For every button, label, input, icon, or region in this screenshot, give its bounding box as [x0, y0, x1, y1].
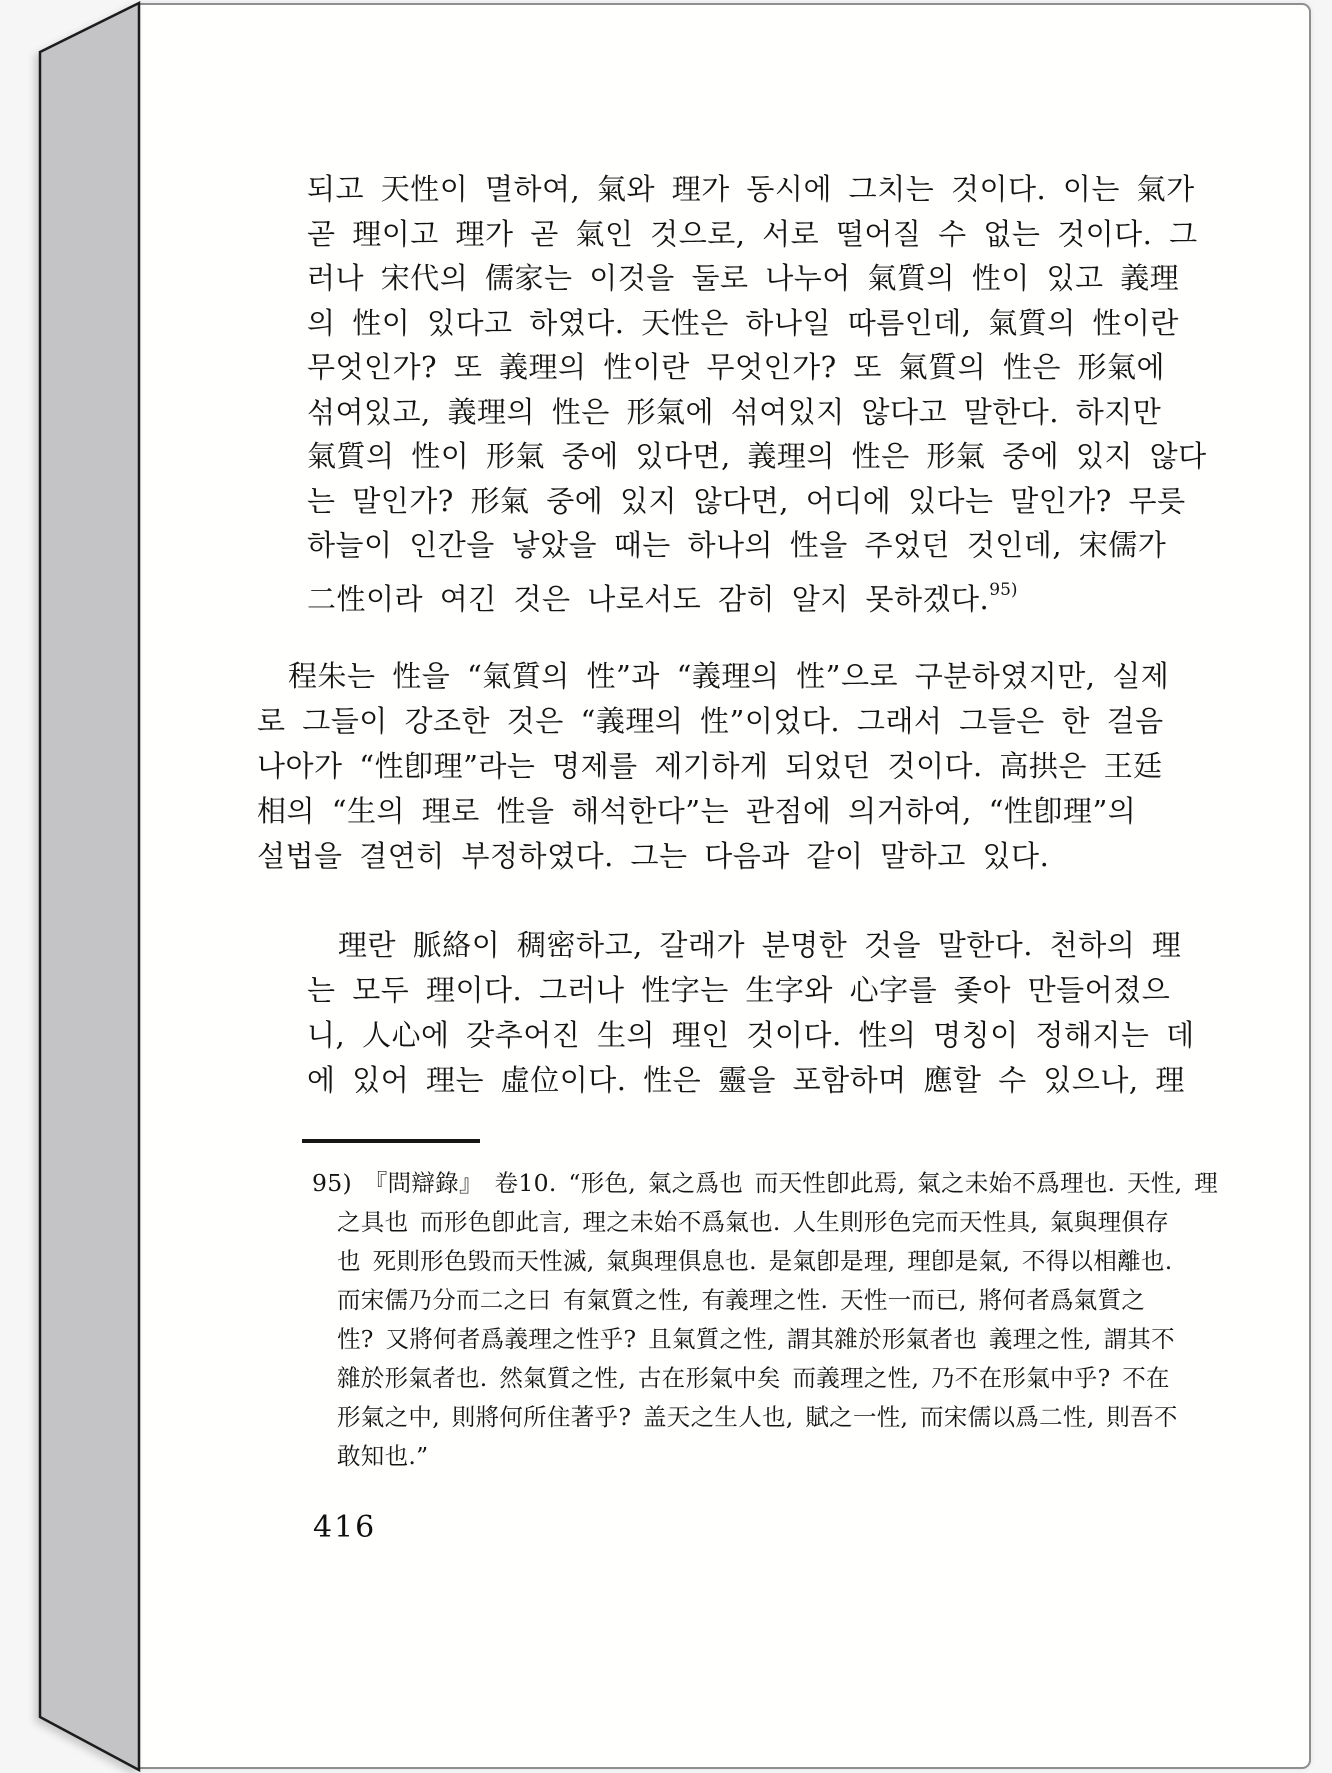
- blockquote-1-lines: [307, 167, 1269, 568]
- text-line: 也 死則形色毁而天性滅, 氣與理俱息也. 是氣卽是理, 理卽是氣, 不得以相離也.: [337, 1247, 1173, 1275]
- text-line: 니, 人心에 갖추어진 生의 理인 것이다. 性의 명칭이 정해지는 데: [307, 1018, 1195, 1052]
- page-stack-edge: [40, 3, 139, 1770]
- text-line: 의 性이 있다고 하였다. 天性은 하나일 따름인데, 氣質의 性이란: [307, 305, 1179, 340]
- main-paragraph: [257, 654, 1269, 879]
- footnote: [312, 1164, 1269, 1476]
- footnote-number: 95): [312, 1169, 352, 1197]
- footnote-first-line: [312, 1164, 1269, 1203]
- text-line: 에 있어 理는 虛位이다. 性은 靈을 포함하며 應할 수 있으나, 理: [307, 1063, 1185, 1097]
- text-line: 무엇인가? 또 義理의 性이란 무엇인가? 또 氣質의 性은 形氣에: [307, 350, 1166, 384]
- page-content: [257, 167, 1269, 1545]
- footnote-source: 『問辯錄』 卷10. “形色, 氣之爲也 而天性卽此焉, 氣之未始不爲理也. 天性, 理: [363, 1169, 1219, 1197]
- book-page: [137, 3, 1311, 1769]
- text-line: 곧 理이고 理가 곧 氣인 것으로, 서로 떨어질 수 없는 것이다. 그: [307, 216, 1198, 251]
- footnote-reference: 95): [989, 579, 1018, 600]
- text-line: 로 그들이 강조한 것은 “義理의 性”이었다. 그래서 그들은 한 걸음: [257, 704, 1164, 738]
- text-line: 相의 “生의 理로 性을 해석한다”는 관점에 의거하여, “性卽理”의: [257, 794, 1137, 828]
- blockquote-1: [307, 167, 1269, 621]
- blockquote-2: [307, 923, 1269, 1103]
- text-line: 섞여있고, 義理의 性은 形氣에 섞여있지 않다고 말한다. 하지만: [307, 394, 1162, 429]
- text-line: 敢知也.”: [337, 1442, 429, 1470]
- text-line: 程朱는 性을 “氣質의 性”과 “義理의 性”으로 구분하였지만, 실제: [288, 659, 1170, 693]
- text-line: 하늘이 인간을 낳았을 때는 하나의 性을 주었던 것인데, 宋儒가: [307, 528, 1167, 562]
- text-line: 나아가 “性卽理”라는 명제를 제기하게 되었던 것이다. 高拱은 王廷: [257, 749, 1163, 783]
- text-line: 雜於形氣者也. 然氣質之性, 古在形氣中矣 而義理之性, 乃不在形氣中乎? 不在: [337, 1364, 1170, 1392]
- text-line: 는 말인가? 形氣 중에 있지 않다면, 어디에 있다는 말인가? 무릇: [307, 483, 1186, 518]
- text-line: 形氣之中, 則將何所住著乎? 盖天之生人也, 賦之一性, 而宋儒以爲二性, 則吾不: [337, 1403, 1178, 1431]
- blockquote-2-lines: [307, 923, 1269, 1103]
- text-line: 理란 脈絡이 稠密하고, 갈래가 분명한 것을 말한다. 천하의 理: [338, 928, 1182, 962]
- page-number: 416: [313, 1510, 377, 1545]
- text-line: 되고 天性이 멸하여, 氣와 理가 동시에 그치는 것이다. 이는 氣가: [307, 172, 1195, 206]
- text-line: 氣質의 性이 形氣 중에 있다면, 義理의 性은 形氣 중에 있지 않다: [307, 439, 1207, 473]
- quote-text: 二性이라 여긴 것은 나로서도 감히 알지 못하겠다.: [307, 581, 990, 616]
- text-line: 性? 又將何者爲義理之性乎? 且氣質之性, 謂其雜於形氣者也 義理之性, 謂其不: [337, 1325, 1175, 1353]
- text-line: 설법을 결연히 부정하였다. 그는 다음과 같이 말하고 있다.: [257, 839, 1050, 873]
- main-paragraph-lines: [257, 654, 1269, 879]
- text-line: 는 모두 理이다. 그러나 性字는 生字와 心字를 좇아 만들어졌으: [307, 973, 1171, 1007]
- footnote-separator: [302, 1139, 480, 1143]
- text-line: 러나 宋代의 儒家는 이것을 둘로 나누어 氣質의 性이 있고 義理: [307, 261, 1180, 295]
- text-line: 之具也 而形色卽此言, 理之未始不爲氣也. 人生則形色完而天性具, 氣與理俱存: [337, 1208, 1169, 1236]
- text-line: 而宋儒乃分而二之曰 有氣質之性, 有義理之性. 天性一而已, 將何者爲氣質之: [337, 1286, 1146, 1314]
- footnote-lines: [312, 1203, 1269, 1476]
- blockquote-1-last-line: [307, 568, 1269, 622]
